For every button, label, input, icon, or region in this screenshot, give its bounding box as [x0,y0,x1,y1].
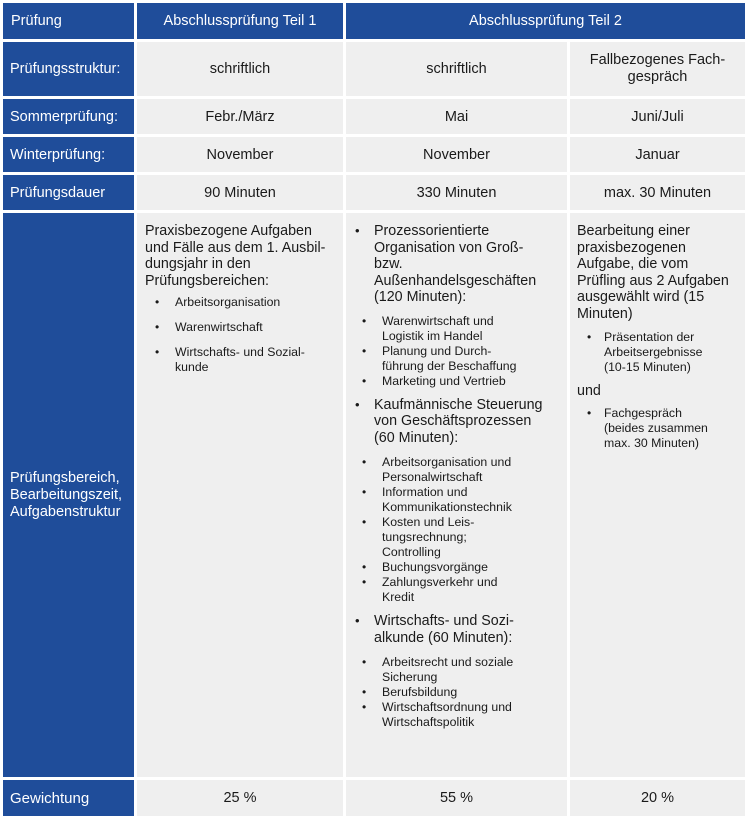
bereich-label-line3: Aufgabenstruktur [10,503,121,520]
group-sublist [352,655,559,730]
sub-item-text: • Fachgespräch [604,405,682,420]
sub-item-text: Personalwirtschaft [382,470,483,484]
sub-item [352,685,559,700]
struktur-teil1: schriftlich [137,42,343,96]
sub-item-text: Kommunikationstechnik [382,500,512,514]
intro-line: Prüfling aus 2 Aufgaben [577,272,729,289]
intro-line: praxisbezogenen [577,239,686,256]
sub-item-text: • Arbeitsrecht und soziale [382,655,514,669]
gewichtung-teil2b: 20 % [570,780,745,816]
sub-item [352,655,559,685]
group-title-line: • Wirtschafts- und Sozi- [374,613,514,629]
list-item-text: • Wirtschafts- und Sozial- [175,345,305,359]
sub-item-text: führung der Beschaffung [382,358,517,373]
winter-teil1: November [137,137,343,172]
header-pruefung: Prüfung [3,3,134,39]
sub-item [352,560,559,575]
struktur-teil2b [570,42,745,96]
group-title-line: (120 Minuten): [374,289,467,305]
sub-item-text: • Zahlungsverkehr und [382,575,498,589]
bereich-label-line1: Prüfungsbereich, [10,469,120,486]
gewichtung-teil2a: 55 % [346,780,567,816]
row-label-bereich [3,213,134,777]
bereich-teil2b [570,213,745,777]
group-title-line: bzw. [374,256,403,272]
group-title-line: Außenhandelsgeschäften [374,272,537,289]
sub-item [577,330,737,375]
group-title-line: alkunde (60 Minuten): [374,629,513,646]
bereich-label-line2: Bearbeitungszeit, [10,486,123,503]
gewichtung-teil1: 25 % [137,780,343,816]
group-item [352,613,559,730]
bereich-teil2a-groups [352,223,559,730]
sub-item-text: • Warenwirtschaft und [382,313,494,328]
und-text: und [577,383,601,399]
winter-teil2b: Januar [570,137,745,172]
bereich-teil2b-intro [577,223,737,322]
sub-item-text: • Buchungsvorgänge [382,560,488,574]
row-label-winter: Winterprüfung: [3,137,134,172]
intro-line: Prüfungsbereichen: [145,272,269,289]
sub-item-text: • Planung und Durch- [382,343,492,358]
sub-item [352,700,559,730]
bereich-teil1-list [145,295,335,375]
dauer-teil1: 90 Minuten [137,175,343,210]
intro-line: Praxisbezogene Aufgaben [145,223,312,239]
sommer-teil2b: Juni/Juli [570,99,745,134]
sub-item-text: • Berufsbildung [382,685,458,699]
header-teil2: Abschlussprüfung Teil 2 [346,3,745,39]
sub-item-text: tungsrechnung; [382,530,467,544]
dauer-teil2b: max. 30 Minuten [570,175,745,210]
row-label-sommer: Sommerprüfung: [3,99,134,134]
sub-item [352,455,559,485]
group-title-line: • Kaufmännische Steuerung [374,396,543,413]
sommer-teil1: Febr./März [137,99,343,134]
sub-item [352,374,559,389]
sub-item-text: • Wirtschaftsordnung und [382,700,512,714]
sub-item-text: max. 30 Minuten) [604,435,700,450]
list-item-text: • Arbeitsorganisation [175,295,281,309]
sub-item-text: • Marketing und Vertrieb [382,373,506,388]
group-sublist [352,314,559,389]
sub-item [577,406,737,451]
list-item [145,295,335,310]
sub-item [352,575,559,605]
sub-item-text: • Kosten und Leis- [382,515,475,529]
winter-teil2a: November [346,137,567,172]
intro-line: ausgewählt wird (15 [577,289,705,305]
struktur-teil2b-line1: Fallbezogenes Fach- [589,52,726,68]
bereich-teil2b-list2 [577,406,737,451]
sub-item-text: • Präsentation der [604,330,695,344]
intro-line: Aufgabe, die vom [577,256,689,272]
sub-item-text: Sicherung [382,670,438,684]
group-item [352,397,559,606]
sub-item-text: Kredit [382,590,415,604]
sub-item-text: Arbeitsergebnisse [604,345,703,359]
intro-line: dungsjahr in den [145,256,251,272]
bereich-teil1 [137,213,343,777]
row-label-gewichtung: Gewichtung [3,780,134,816]
bereich-teil1-intro [145,223,335,289]
header-teil1: Abschlussprüfung Teil 1 [137,3,343,39]
intro-line: und Fälle aus dem 1. Ausbil- [145,239,326,256]
struktur-teil2a: schriftlich [346,42,567,96]
sub-item [352,344,559,374]
sub-item-text: (10-15 Minuten) [604,360,691,374]
sub-item-text: Wirtschaftspolitik [382,715,475,729]
row-label-dauer: Prüfungsdauer [3,175,134,210]
group-title-line: von Geschäftsprozessen [374,413,532,429]
sub-item-text: Logistik im Handel [382,328,483,343]
list-item [145,345,335,375]
sub-item [352,515,559,560]
dauer-teil2a: 330 Minuten [346,175,567,210]
list-item-text: • Warenwirtschaft [175,320,263,334]
sommer-teil2a: Mai [346,99,567,134]
group-item [352,223,559,389]
list-item-text: kunde [175,360,209,374]
row-label-struktur: Prüfungsstruktur: [3,42,134,96]
group-title-line: • Prozessorientierte [374,223,490,239]
group-title-line: Organisation von Groß- [374,239,524,256]
sub-item [352,485,559,515]
list-item [145,320,335,335]
group-title-line: (60 Minuten): [374,429,459,446]
sub-item-text: • Information und [382,485,468,499]
sub-item-text: Controlling [382,545,441,559]
bereich-teil2b-list1 [577,330,737,375]
struktur-teil2b-line2: gespräch [627,69,688,85]
sub-item-text: • Arbeitsorganisation und [382,455,512,469]
intro-line: Bearbeitung einer [577,223,690,239]
sub-item [352,314,559,344]
group-sublist [352,455,559,605]
bereich-teil2a [346,213,567,777]
intro-line: Minuten) [577,305,633,322]
sub-item-text: (beides zusammen [604,420,708,435]
